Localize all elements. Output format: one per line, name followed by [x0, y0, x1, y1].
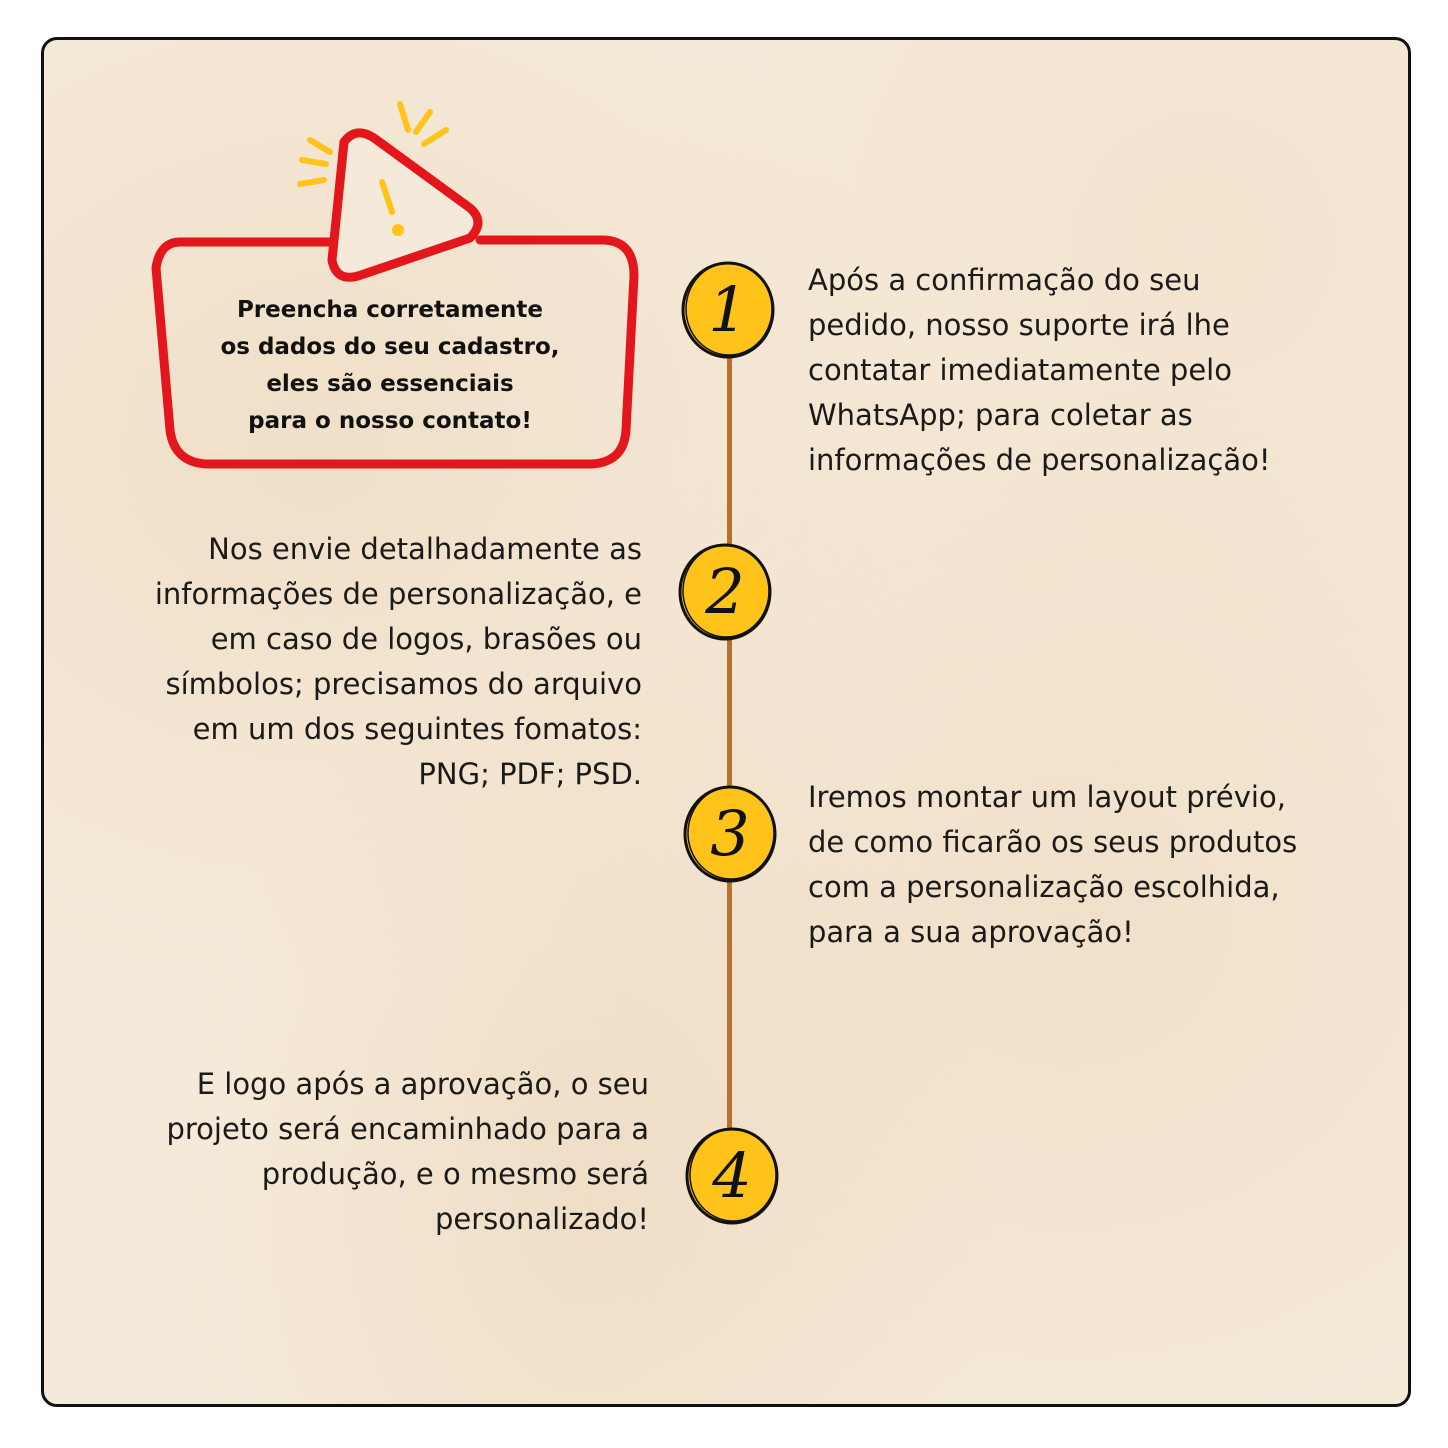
step-4-text: E logo após a aprovação, o seu projeto será encaminhado para a produção, e o mesmo será personalizado! — [166, 1067, 649, 1236]
step-3-number: 3 — [710, 797, 750, 870]
step-3-text: Iremos montar um layout prévio, de como ficarão os seus produtos com a personalização escolhida, para a sua aprovação! — [808, 780, 1298, 949]
step-2-number: 2 — [705, 555, 745, 628]
step-4-number: 4 — [712, 1139, 752, 1212]
alert-message: Preencha corretamente os dados do seu cadastro, eles são essenciais para o nosso contato! — [220, 297, 560, 434]
step-4-marker — [682, 1124, 782, 1228]
timeline-line — [727, 318, 732, 1180]
step-1-number: 1 — [708, 273, 748, 346]
step-1-text: Após a confirmação do seu pedido, nosso suporte irá lhe contatar imediatamente pelo WhatsApp; para coletar as informações de personalização! — [808, 263, 1271, 477]
step-2-marker — [675, 540, 775, 644]
step-3-marker — [680, 782, 780, 886]
step-1-marker — [678, 258, 778, 362]
step-2-text: Nos envie detalhadamente as informações de personalização, e em caso de logos, brasões ou símbolos; precisamos do arquivo em um dos seguintes fomatos: PNG; PDF; PSD. — [154, 532, 642, 791]
